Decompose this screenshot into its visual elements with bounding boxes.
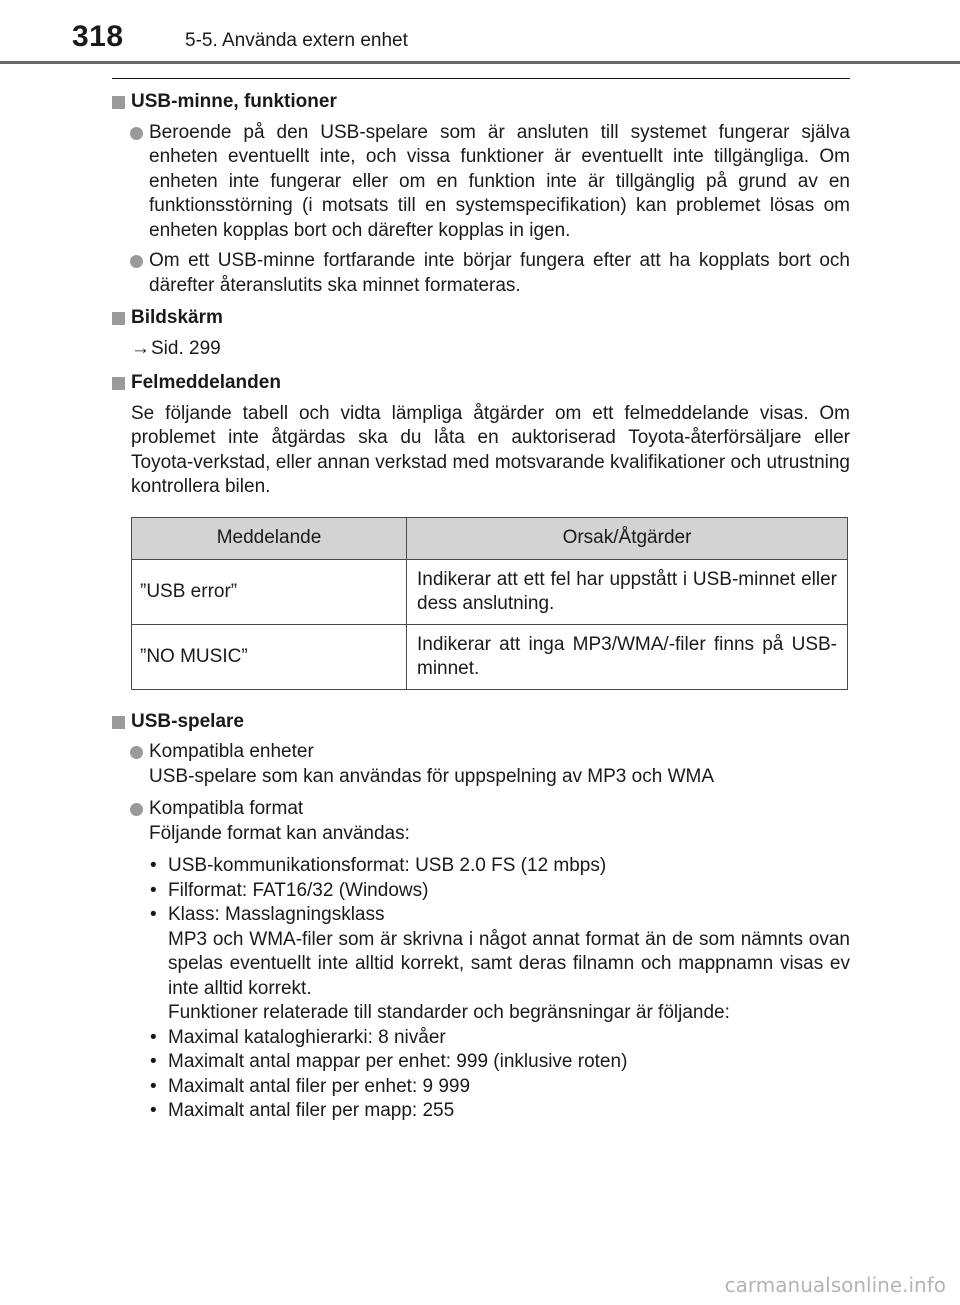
bullet-dot-icon: • <box>150 1100 157 1121</box>
bullet-dot-icon: • <box>150 1075 157 1097</box>
column-header-message: Meddelande <box>132 517 407 559</box>
format-list <box>112 854 850 1124</box>
table-cell-action: Indikerar att inga MP3/WMA/-filer finns på USB-minnet. <box>407 624 848 689</box>
watermark: carmanualsonline.info <box>724 1273 946 1297</box>
page-number: 318 <box>72 20 124 53</box>
heading-usb-player: USB-spelare <box>112 710 850 735</box>
section-title: 5-5. Använda extern enhet <box>185 30 408 51</box>
bullet-dot-icon: • <box>150 855 157 876</box>
bullet-dot-icon: • <box>150 1026 157 1048</box>
bullet-dot-icon: • <box>150 904 157 925</box>
table-cell-message: ”NO MUSIC” <box>132 624 407 689</box>
column-header-action: Orsak/Åtgärder <box>407 517 848 559</box>
error-intro: Se följande tabell och vidta lämpliga åtgärder om ett felmeddelande visas. Om problemet inte åtgärdas ska du låta en auktoriserad Toyota-återförsäljare eller Toyota-verkstad, eller annan verkstad med motsvarande kvalifikationer och utrustning kontrollera bilen. <box>131 402 850 497</box>
list-item: • Maximalt antal filer per enhet: 9 999 <box>149 1075 850 1100</box>
table-cell-message: ”USB error” <box>132 559 407 624</box>
square-bullet-icon <box>112 377 125 390</box>
list-item: • Maximal kataloghierarki: 8 nivåer <box>149 1026 850 1051</box>
bullet-item: Om ett USB-minne fortfarande inte börjar fungera efter att ha kopplats bort och därefter återanslutits ska minnet formateras. <box>112 249 850 298</box>
table-row <box>132 624 848 689</box>
square-bullet-icon <box>112 96 125 109</box>
bullet-item: Beroende på den USB-spelare som är ansluten till systemet fungerar själva enheten eventuellt inte, och vissa funktioner är eventuellt inte tillgängliga. Om enheten inte fungerar eller om en funktion inte är tillgänglig på grund av en funktionsstörning (i motsats till en systemspecifikation) kan problemet lösas om enheten kopplas bort och därefter kopplas in igen. <box>112 121 850 244</box>
bullet-item: Kompatibla enheter USB-spelare som kan användas för uppspelning av MP3 och WMA <box>112 740 850 789</box>
heading-usb-memory: USB-minne, funktioner <box>112 90 850 115</box>
table-row <box>132 559 848 624</box>
table-cell-action: Indikerar att ett fel har uppstått i USB-minnet eller dess anslutning. <box>407 559 848 624</box>
circle-bullet-icon <box>130 255 143 268</box>
header-divider <box>0 61 960 64</box>
circle-bullet-icon <box>130 803 143 816</box>
table-header-row <box>132 517 848 559</box>
error-message-table <box>131 517 848 690</box>
list-item: • Filformat: FAT16/32 (Windows) <box>149 879 850 904</box>
list-item: • USB-kommunikationsformat: USB 2.0 FS (12 mbps) <box>149 854 850 879</box>
page-header <box>0 0 960 70</box>
content-divider <box>112 78 850 79</box>
limits-note: Funktioner relaterade till standarder och begränsningar är följande: <box>168 1002 730 1023</box>
page-content <box>112 90 850 1124</box>
square-bullet-icon <box>112 312 125 325</box>
bullet-dot-icon: • <box>150 879 157 901</box>
bullet-item: Kompatibla format Följande format kan användas: <box>112 797 850 846</box>
heading-display: Bildskärm <box>112 306 850 331</box>
square-bullet-icon <box>112 716 125 729</box>
page-reference[interactable]: →Sid. 299 <box>131 337 221 359</box>
circle-bullet-icon <box>130 746 143 759</box>
heading-error-messages: Felmeddelanden <box>112 371 850 396</box>
bullet-dot-icon: • <box>150 1051 157 1072</box>
list-item: • Klass: Masslagningsklass MP3 och WMA-filer som är skrivna i något annat format än de som nämnts ovan spelas eventuellt inte alltid korrekt, samt deras filnamn och mappnamn visas ev inte alltid korrekt. Funktioner relaterade till standarder och begränsningar är följande: <box>149 903 850 1026</box>
arrow-right-icon: → <box>131 337 150 359</box>
class-note: MP3 och WMA-filer som är skrivna i något annat format än de som nämnts ovan spelas eventuellt inte alltid korrekt, samt deras filnamn och mappnamn visas ev inte alltid korrekt. <box>168 928 850 999</box>
list-item: • Maximalt antal filer per mapp: 255 <box>149 1099 850 1124</box>
list-item: • Maximalt antal mappar per enhet: 999 (inklusive roten) <box>149 1050 850 1075</box>
circle-bullet-icon <box>130 127 143 140</box>
